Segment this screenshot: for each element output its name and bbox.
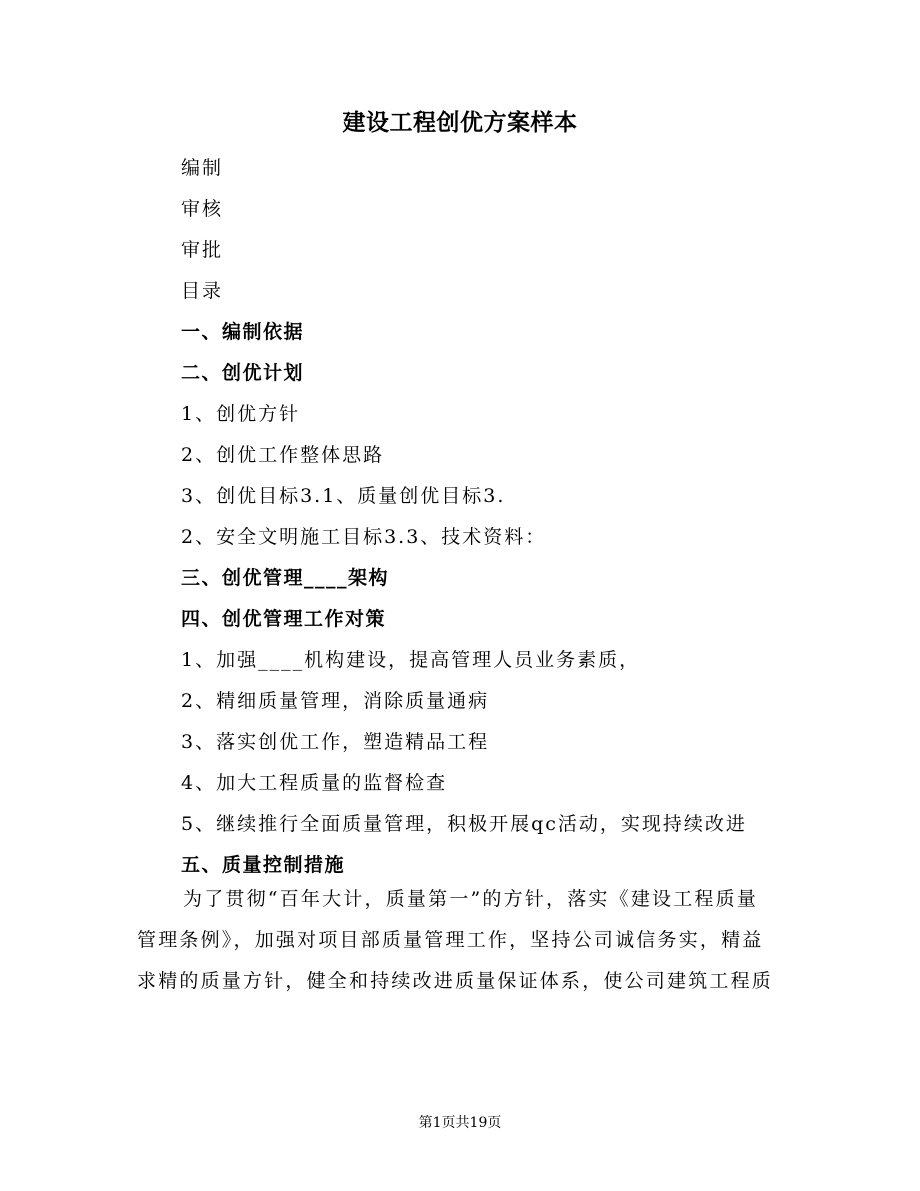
outline-list	[181, 152, 801, 890]
outline-line: 3、落实创优工作，塑造精品工程	[181, 731, 490, 753]
outline-line: 审核	[181, 198, 224, 220]
outline-line: 3、创优目标3.1、质量创优目标3.	[181, 485, 506, 507]
outline-heading: 四、创优管理工作对策	[181, 608, 387, 630]
outline-line: 目录	[181, 280, 224, 302]
paragraph-line: 为了贯彻“百年大计，质量第一”的方针，落实《建设工程质量	[183, 888, 759, 910]
outline-heading: 二、创优计划	[181, 362, 305, 384]
paragraph-line: 求精的质量方针，健全和持续改进质量保证体系，使公司建筑工程质	[137, 970, 774, 992]
outline-line: 2、安全文明施工目标3.3、技术资料：	[181, 526, 547, 548]
outline-heading: 一、编制依据	[181, 321, 305, 343]
outline-line: 1、创优方针	[181, 403, 301, 425]
outline-line: 4、加大工程质量的监督检查	[181, 772, 448, 794]
body-paragraph	[137, 883, 777, 1006]
outline-line: 编制	[181, 157, 224, 179]
outline-line: 5、继续推行全面质量管理，积极开展qc活动，实现持续改进	[181, 813, 747, 835]
outline-heading: 五、质量控制措施	[181, 854, 346, 876]
outline-line: 2、精细质量管理，消除质量通病	[181, 690, 490, 712]
paragraph-line: 管理条例》，加强对项目部质量管理工作，坚持公司诚信务实，精益	[137, 929, 764, 951]
outline-line: 1、加强____机构建设，提高管理人员业务素质，	[181, 649, 641, 671]
document-title: 建设工程创优方案样本	[342, 110, 578, 136]
page-footer: 第1页共19页	[418, 1115, 502, 1131]
outline-line: 审批	[181, 239, 224, 261]
outline-heading: 三、创优管理____架构	[181, 567, 390, 589]
outline-line: 2、创优工作整体思路	[181, 444, 385, 466]
